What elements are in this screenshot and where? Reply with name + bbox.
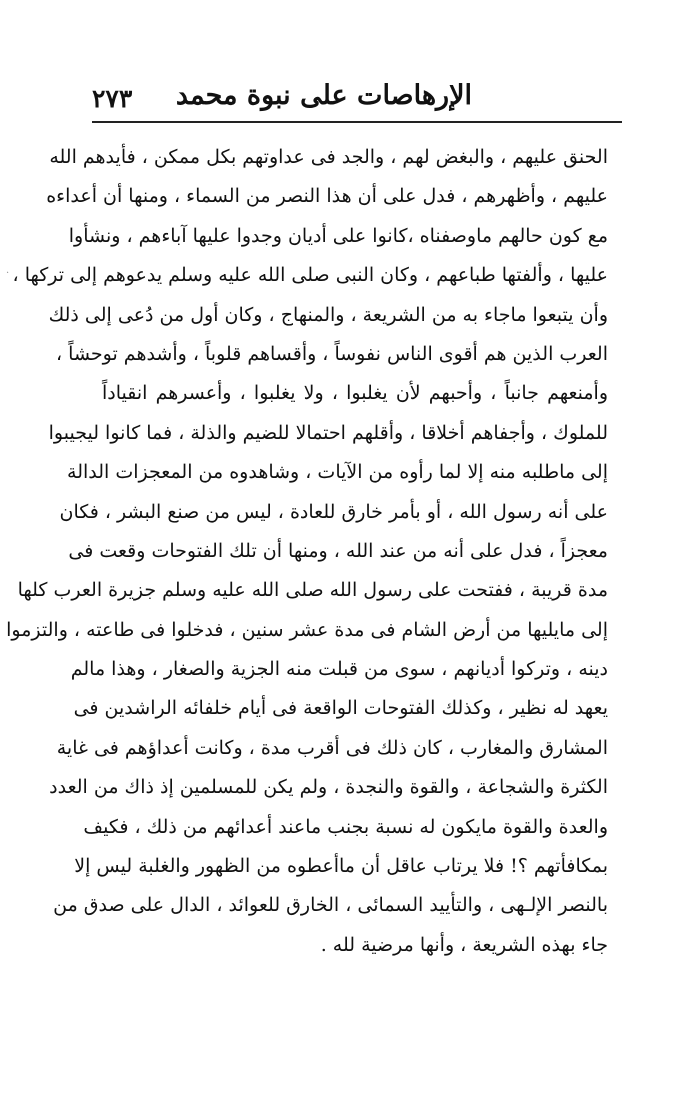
text-line: عليهم ، وأظهرهم ، فدل على أن هذا النصر من السماء ، ومنها أن أعداءه — [46, 185, 608, 208]
text-line: جاء بهذه الشريعة ، وأنها مرضية لله . — [320, 933, 608, 956]
header-title: الإرهاصات على نبوة محمد — [175, 80, 472, 111]
text-line: يعهد له نظير ، وكذلك الفتوحات الواقعة فى أيام خلفائه الراشدين فى — [73, 697, 608, 720]
text-line: إلى ماطلبه منه إلا لما رأوه من الآيات ، وشاهدوه من المعجزات الدالة — [67, 461, 608, 484]
text-line: العرب الذين هم أقوى الناس نفوساً ، وأقساهم قلوباً ، وأشدهم توحشاً ، — [56, 342, 608, 365]
text-line: للملوك ، وأجفاهم أخلاقا ، وأقلهم احتمالا للضيم والذلة ، فما كانوا ليجيبوا — [48, 421, 608, 444]
text-line: وأن يتبعوا ماجاء به من الشريعة ، والمنهاج ، وكان أول من دُعى إلى ذلك — [48, 303, 608, 326]
text-line: وأمنعهم جانباً ، وأحبهم لأن يغلبوا ، ولا يغلبوا ، وأعسرهم انقياداً — [102, 382, 608, 405]
text-line: والعدة والقوة مايكون له نسبة بجنب ماعند أعدائهم من ذلك ، فكيف — [83, 815, 608, 838]
text-line: مع كون حالهم ماوصفناه ،كانوا على أديان وجدوا عليها آباءهم ، ونشأوا — [68, 224, 608, 247]
body-text — [6, 138, 608, 965]
margin-mark: · — [6, 268, 10, 279]
page-number: ٢٧٣ — [92, 84, 133, 113]
text-line: إلى مايليها من أرض الشام فى مدة عشر سنين ، فدخلوا فى طاعته ، والتزموا — [6, 618, 608, 641]
text-line: عليها ، وألفتها طباعهم ، وكان النبى صلى الله عليه وسلم يدعوهم إلى تركها ، — [12, 264, 608, 287]
text-line: على أنه رسول الله ، أو بأمر خارق للعادة ، ليس من صنع البشر ، فكان — [59, 500, 608, 523]
text-line: الحنق عليهم ، والبغض لهم ، والجد فى عداوتهم بكل ممكن ، فأيدهم الله — [49, 146, 608, 168]
running-header — [92, 76, 622, 120]
text-line: بالنصر الإلـهى ، والتأييد السمائى ، الخارق للعوائد ، الدال على صدق من — [53, 894, 608, 917]
text-line: مدة قريبة ، ففتحت على رسول الله صلى الله عليه وسلم جزيرة العرب كلها — [17, 579, 608, 602]
header-rule — [92, 121, 622, 123]
text-line: المشارق والمغارب ، كان ذلك فى أقرب مدة ، وكانت أعداؤهم فى غاية — [56, 736, 608, 759]
text-line: معجزاً ، فدل على أنه من عند الله ، ومنها أن تلك الفتوحات وقعت فى — [68, 539, 608, 562]
text-line: دينه ، وتركوا أديانهم ، سوى من قبلت منه الجزية والصغار ، وهذا مالم — [70, 658, 608, 681]
text-line: الكثرة والشجاعة ، والقوة والنجدة ، ولم يكن للمسلمين إذ ذاك من العدد — [49, 776, 608, 799]
text-line: بمكافأتهم ؟! فلا يرتاب عاقل أن ماأعطوه من الظهور والغلبة ليس إلا — [74, 855, 608, 878]
